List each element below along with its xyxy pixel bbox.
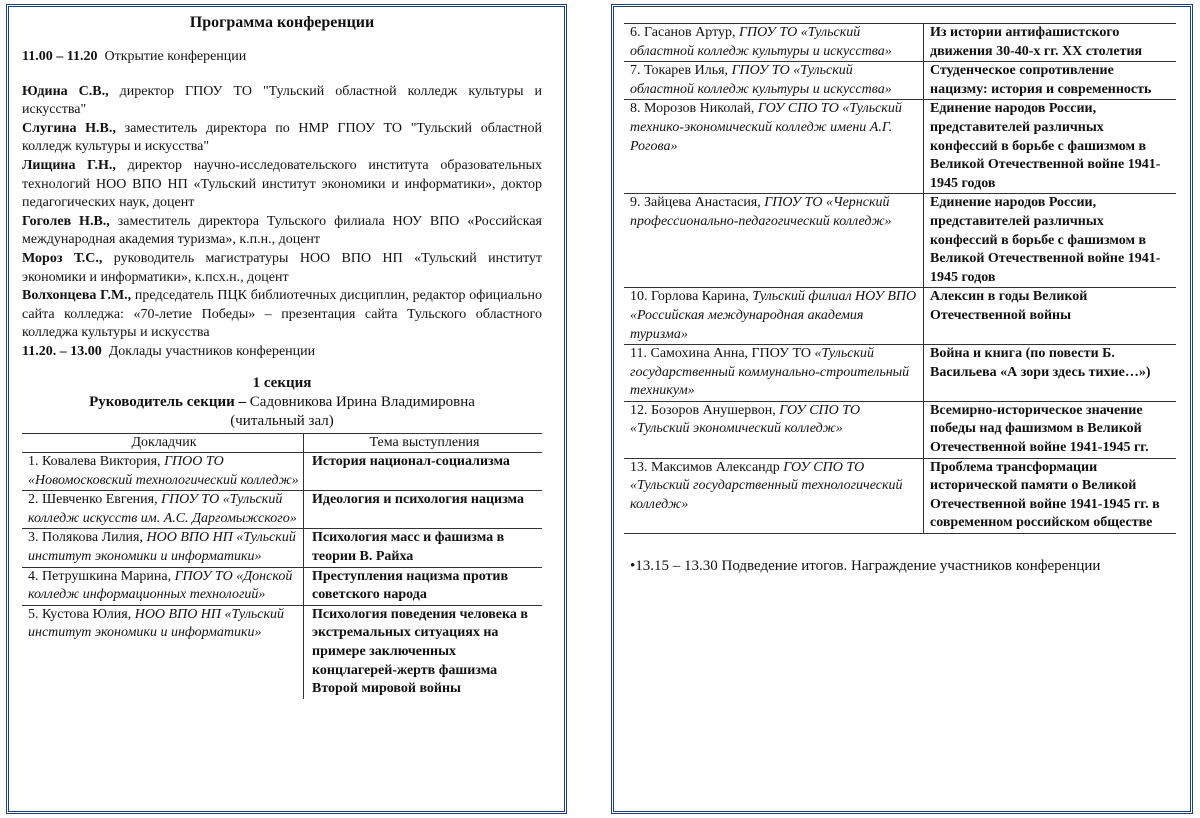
speaker-cell [624, 288, 924, 345]
participant-entry [22, 250, 542, 287]
speaker-name: Полякова Лилия, [42, 530, 143, 546]
table-row [624, 458, 1176, 533]
table-row [22, 453, 542, 491]
participant-role: заместитель директора Тульского филиала НОУ ВПО «Российская международная академия туризма», к.п.н., доцент [22, 213, 542, 248]
participant-entry [22, 287, 542, 343]
speaker-cell [624, 62, 924, 100]
participant-name: Лищина Г.Н., [22, 157, 116, 173]
speaker-organization: ГПОО ТО «Новомосковский технологический колледж» [28, 454, 299, 488]
table-row [22, 605, 542, 698]
table-row [624, 62, 1176, 100]
topic-cell: История национал-социализма [304, 453, 543, 491]
table-row [624, 288, 1176, 345]
speaker-organization: ГОУ СПО ТО «Тульский государственный технологический колледж» [630, 459, 903, 512]
section-head-label: Руководитель секции – [89, 393, 247, 410]
participant-name: Гоголев Н.В., [22, 213, 110, 229]
topic-cell: Студенческое сопротивление нацизму: история и современность [924, 62, 1177, 100]
row-number: 9. [630, 195, 641, 211]
speaker-cell [22, 491, 304, 529]
table-row [22, 567, 542, 605]
participants-list [22, 83, 542, 343]
speaker-cell [624, 100, 924, 194]
participant-role: председатель ПЦК библиотечных дисциплин, редактор официально сайта колледжа: «70-летие Победы» – презентация сайта Тульского областного колледжа культуры и искусства [22, 288, 542, 341]
speaker-organization: ГПОУ ТО «Тульский областной колледж культуры и искусства» [630, 25, 892, 59]
speaker-organization: ГПОУ ТО «Чернский профессионально-педагогический колледж» [630, 195, 892, 229]
row-number: 11. [630, 346, 647, 362]
reports-time: 11.20. – 13.00 [22, 343, 102, 359]
participant-entry [22, 157, 542, 213]
topic-cell: Психология поведения человека в экстремальных ситуациях на примере заключенных концлагерей-жертв фашизма Второй мировой войны [312, 606, 528, 697]
speaker-cell [22, 605, 304, 698]
left-page [22, 10, 542, 699]
topic-cell: Всемирно-историческое значение победы над фашизмом в Великой Отечественной войне 1941-1945 гг. [924, 401, 1177, 458]
row-number: 1. [28, 454, 39, 470]
participant-entry [22, 213, 542, 250]
topic-cell: Из истории антифашистского движения 30-40-х гг. ХХ столетия [924, 24, 1177, 62]
participant-entry [22, 83, 542, 120]
topic-cell: Алексин в годы Великой Отечественной войны [924, 288, 1177, 345]
row-number: 2. [28, 492, 39, 508]
speaker-name: Кустова Юлия, [42, 606, 132, 622]
bullet-icon: • [630, 558, 636, 575]
speaker-name: Петрушкина Марина, [42, 568, 172, 584]
table-row [624, 194, 1176, 288]
left-program-table [22, 433, 542, 699]
row-number: 13. [630, 459, 648, 475]
participant-name: Волхонцева Г.М., [22, 288, 132, 304]
topic-cell: Единение народов России, представителей различных конфессий в борьбе с фашизмом в Великой Отечественной войне 1941-1945 годов [924, 100, 1177, 194]
speaker-organization: НОО ВПО НП «Тульский институт экономики и информатики» [28, 530, 296, 565]
table-row [624, 100, 1176, 194]
participant-role: руководитель магистратуры НОО ВПО НП «Тульский институт экономики и информатики», к.псх.н., доцент [22, 250, 542, 285]
opening-time: 11.00 – 11.20 [22, 49, 98, 64]
table-row [22, 529, 542, 567]
speaker-cell [624, 24, 924, 62]
speaker-cell [22, 453, 304, 491]
section-head [22, 393, 542, 412]
speaker-organization: ГОУ СПО ТО «Тульский экономический колледж» [630, 402, 861, 437]
reports-text: Доклады участников конференции [108, 343, 316, 359]
section-title: 1 секция [252, 374, 312, 391]
speaker-cell [624, 194, 924, 288]
speaker-name: Ковалева Виктория, [42, 454, 161, 470]
participant-role: заместитель директора по НМР ГПОУ ТО "Тульский областной колледж культуры и искусства" [22, 120, 542, 155]
speaker-organization: Тульский филиал НОУ ВПО «Российская международная академия туризма» [630, 289, 917, 342]
row-number: 4. [28, 568, 39, 584]
speaker-name: Горлова Карина, [651, 289, 749, 305]
closing-line [624, 556, 1176, 576]
topic-cell: Идеология и психология нацизма [304, 491, 543, 529]
participant-name: Юдина С.В., [22, 83, 109, 99]
speaker-cell [22, 529, 304, 567]
participant-entry [22, 120, 542, 157]
reports-line [22, 343, 542, 362]
speaker-organization: ГПОУ ТО «Тульский областной колледж культуры и искусства» [630, 63, 892, 97]
header-speaker: Докладчик [22, 433, 304, 453]
speaker-organization: НОО ВПО НП «Тульский институт экономики и информатики» [28, 606, 285, 641]
speaker-name: Морозов Николай, [644, 101, 755, 117]
table-row [624, 24, 1176, 62]
row-number: 8. [630, 101, 641, 117]
opening-text: Открытие конференции [104, 49, 247, 64]
topic-cell: Проблема трансформации исторической памяти о Великой Отечественной войне 1941-1945 гг. в современном российском обществе [924, 458, 1177, 533]
speaker-cell [624, 345, 924, 402]
speaker-organization: ГОУ СПО ТО «Тульский технико-экономический колледж имени А.Г. Рогова» [630, 101, 902, 154]
right-program-table [624, 23, 1176, 534]
speaker-cell [624, 458, 924, 533]
row-number: 5. [28, 606, 39, 622]
row-number: 12. [630, 402, 648, 418]
table-top-rule [624, 6, 1176, 23]
opening-line [22, 48, 542, 67]
speaker-cell [22, 567, 304, 605]
speaker-organization: ГПОУ ТО «Донской колледж информационных технологий» [28, 568, 293, 603]
table-row [624, 401, 1176, 458]
closing-text: 13.15 – 13.30 Подведение итогов. Награждение участников конференции [635, 558, 1101, 575]
participant-name: Слугина Н.В., [22, 120, 116, 136]
program-title: Программа конференции [189, 14, 375, 31]
speaker-cell [624, 401, 924, 458]
participant-role: директор научно-исследовательского института образовательных технологий НОО ВПО НП «Тульский институт экономики и информатики», доктор педагогических наук, доцент [22, 157, 543, 211]
table-row [624, 345, 1176, 402]
speaker-name: Шевченко Евгения, [42, 492, 158, 508]
speaker-name: Гасанов Артур, [644, 25, 736, 40]
participant-role: директор ГПОУ ТО "Тульский областной колледж культуры и искусства" [22, 83, 542, 118]
speaker-name: Зайцева Анастасия, [644, 195, 761, 211]
row-number: 3. [28, 530, 39, 546]
speaker-name: Максимов Александр [651, 459, 780, 475]
topic-cell: Война и книга (по повести Б. Васильева «А зори здесь тихие…») [924, 345, 1177, 402]
speaker-name: Бозоров Анушервон, [651, 402, 776, 418]
participant-name: Мороз Т.С., [22, 250, 103, 266]
row-number: 10. [630, 289, 648, 305]
section-room: (читальный зал) [230, 412, 334, 429]
row-number: 7. [630, 63, 641, 79]
topic-cell: Единение народов России, представителей различных конфессий в борьбе с фашизмом в Великой Отечественной войне 1941-1945 годов [924, 194, 1177, 288]
speaker-name: Самохина Анна, ГПОУ ТО [650, 346, 811, 362]
row-number: 6. [630, 25, 641, 40]
right-page [624, 6, 1176, 576]
table-row [22, 491, 542, 529]
header-topic: Тема выступления [304, 433, 543, 453]
topic-cell: Преступления нацизма против советского народа [304, 567, 543, 605]
speaker-organization: ГПОУ ТО «Тульский колледж искусств им. А.С. Даргомыжского» [28, 492, 297, 526]
speaker-name: Токарев Илья, [644, 63, 729, 79]
section-head-name: Садовникова Ирина Владимировна [249, 393, 475, 410]
speaker-organization: «Тульский государственный коммунально-строительный техникум» [630, 346, 910, 399]
topic-cell: Психология масс и фашизма в теории В. Райха [304, 529, 543, 567]
